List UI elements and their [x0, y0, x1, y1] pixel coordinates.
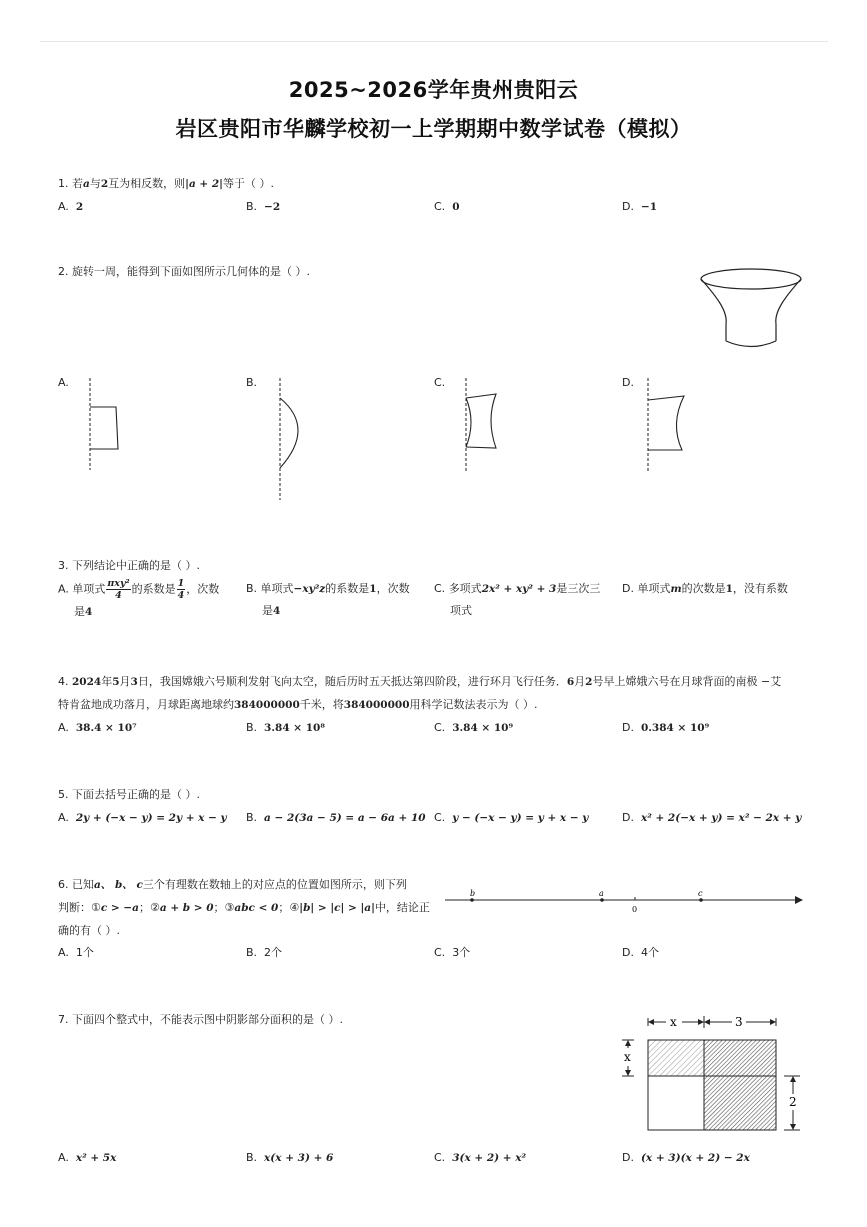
q2-option-b-label[interactable]: B.: [246, 376, 258, 389]
q4-option-b[interactable]: B. 3.84 × 10⁸: [246, 721, 325, 734]
q4-option-a[interactable]: A. 38.4 × 10⁷: [58, 721, 137, 734]
q6-stem-line2: 判断：①c > −a；②a + b > 0；③abc < 0；④|b| > |c| > |a|中，结论正: [58, 901, 430, 914]
paper-title-line2: 岩区贵阳市华麟学校初一上学期期中数学试卷（模拟）: [175, 117, 692, 141]
q7-option-d[interactable]: D. (x + 3)(x + 2) − 2x: [622, 1151, 750, 1164]
q1-option-d[interactable]: D. −1: [622, 200, 658, 213]
q4-stem-line1: 4. 2024年5月3日，我国嫦娥六号顺利发射飞向太空，随后历时五天抵达第四阶段，进行环月飞行任务．6月2号早上嫦娥六号在月球背面的南极 −艾: [58, 675, 782, 688]
q6-option-b[interactable]: B. 2个: [246, 946, 283, 959]
q5-option-b[interactable]: B. a − 2(3a − 5) = a − 6a + 10: [246, 811, 426, 824]
q2-option-a-figure[interactable]: [84, 378, 124, 473]
q6-point-b-label: b: [470, 889, 476, 898]
q3-option-d[interactable]: D. 单项式m的次数是1，没有系数: [622, 582, 788, 595]
q5-option-a[interactable]: A. 2y + (−x − y) = 2y + x − y: [58, 811, 227, 824]
q1-option-a[interactable]: A. 2: [58, 200, 84, 213]
q4-option-d[interactable]: D. 0.384 × 10⁹: [622, 721, 710, 734]
q6-option-c[interactable]: C. 3个: [434, 946, 471, 959]
q2-solid-figure: [696, 266, 806, 356]
paper-title-line1: 2025~2026学年贵州贵阳云: [288, 78, 579, 102]
q3-option-a[interactable]: A. 单项式 $\frac{\text{πxy²}}{4}$ 的系数是 $\frac{1}{4}$ ，次数 是4: [58, 578, 220, 618]
q1-option-c[interactable]: C. 0: [434, 200, 460, 213]
q7-top-x-label: x: [670, 1015, 677, 1029]
q3-a-value-fraction: $\frac{1}{4}$: [177, 578, 185, 601]
q3-option-c[interactable]: C. 多项式2x² + xy² + 3是三次三 项式: [434, 582, 601, 617]
q2-stem: 2. 旋转一周，能得到下面如图所示几何体的是（ ）.: [58, 265, 310, 278]
q2-option-a-label[interactable]: A.: [58, 376, 69, 389]
q6-stem-line1: 6. 已知a、 b、 c三个有理数在数轴上的对应点的位置如图所示，则下列: [58, 878, 407, 891]
q3-stem: 3. 下列结论中正确的是（ ）.: [58, 559, 200, 572]
top-divider: [40, 41, 828, 42]
q2-option-b-figure[interactable]: [274, 378, 314, 503]
q6-stem-line3: 确的有（ ）.: [58, 924, 120, 937]
q5-stem: 5. 下面去括号正确的是（ ）.: [58, 788, 200, 801]
q7-area-figure: [612, 1010, 812, 1138]
q6-origin-label: 0: [632, 905, 638, 914]
q4-stem-line2: 特肯盆地成功落月，月球距离地球约384000000千米，将384000000用科学记数法表示为（ ）.: [58, 698, 538, 711]
q7-right-2-label: 2: [789, 1095, 797, 1109]
q6-number-line: [440, 885, 810, 915]
q7-left-x-label: x: [624, 1050, 631, 1064]
q2-option-c-figure[interactable]: [460, 378, 505, 476]
q7-stem: 7. 下面四个整式中，不能表示图中阴影部分面积的是（ ）.: [58, 1013, 343, 1026]
q5-option-c[interactable]: C. y − (−x − y) = y + x − y: [434, 811, 589, 824]
q6-option-a[interactable]: A. 1个: [58, 946, 94, 959]
q1-stem: 1. 若a与2互为相反数，则|a + 2|等于（ ）.: [58, 177, 274, 190]
q7-option-b[interactable]: B. x(x + 3) + 6: [246, 1151, 334, 1164]
q5-option-d[interactable]: D. x² + 2(−x + y) = x² − 2x + y: [622, 811, 802, 824]
q2-option-d-label[interactable]: D.: [622, 376, 634, 389]
q7-top-3-label: 3: [735, 1015, 743, 1029]
q3-option-b[interactable]: B. 单项式−xy²z的系数是1，次数 是4: [246, 582, 410, 617]
q6-point-c-label: c: [698, 889, 703, 898]
q2-option-d-figure[interactable]: [642, 378, 692, 476]
q3-a-fraction: $\frac{\text{πxy²}}{4}$: [107, 578, 130, 601]
q6-point-a-label: a: [599, 889, 604, 898]
q1-option-b[interactable]: B. −2: [246, 200, 281, 213]
q6-option-d[interactable]: D. 4个: [622, 946, 659, 959]
q7-option-a[interactable]: A. x² + 5x: [58, 1151, 117, 1164]
q7-option-c[interactable]: C. 3(x + 2) + x²: [434, 1151, 527, 1164]
q2-option-c-label[interactable]: C.: [434, 376, 446, 389]
q4-option-c[interactable]: C. 3.84 × 10⁹: [434, 721, 514, 734]
